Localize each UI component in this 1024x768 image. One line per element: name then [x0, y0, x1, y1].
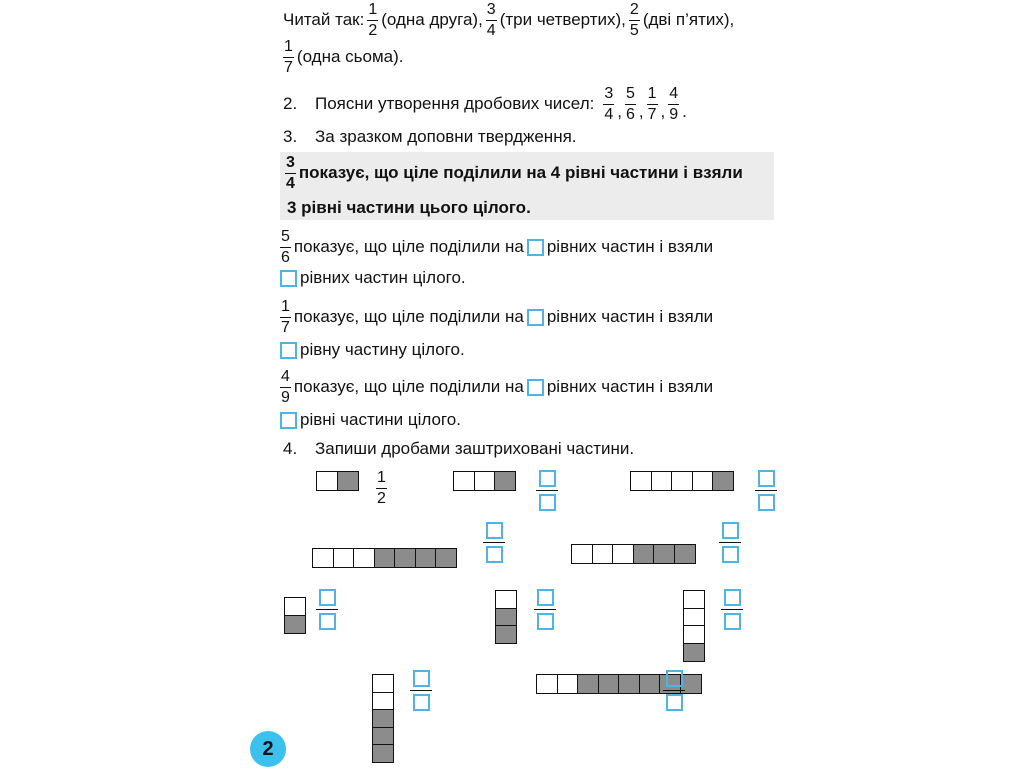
denominator-box[interactable]	[666, 694, 683, 711]
answer-box[interactable]	[527, 379, 544, 396]
shaded-cell	[683, 643, 705, 662]
shaded-cell	[415, 548, 437, 568]
read-text: (одна друга),	[381, 10, 483, 29]
empty-cell	[683, 625, 705, 644]
answer-fraction-boxes	[719, 522, 741, 563]
numerator-box[interactable]	[319, 589, 336, 606]
empty-cell	[612, 544, 634, 564]
example-line-2	[287, 197, 531, 219]
shaded-cell	[372, 744, 394, 763]
numerator-box[interactable]	[539, 470, 556, 487]
empty-cell	[312, 548, 334, 568]
statement-text: рівні частини цілого.	[300, 410, 461, 429]
fraction: $\frac{2}{5}$	[629, 0, 639, 39]
denominator-box[interactable]	[413, 694, 430, 711]
fraction: $\frac{5}{6}$	[625, 84, 635, 123]
denominator-box[interactable]	[537, 613, 554, 630]
fraction-bar	[536, 490, 558, 491]
shaded-cell	[674, 544, 696, 564]
denominator-box[interactable]	[319, 613, 336, 630]
empty-cell	[453, 471, 475, 491]
empty-cell	[683, 608, 705, 627]
empty-cell	[495, 590, 517, 609]
shaded-cell	[618, 674, 640, 694]
fraction-bar	[721, 609, 743, 610]
empty-cell	[353, 548, 375, 568]
answer-fraction-boxes	[663, 670, 685, 711]
page-number: 2	[250, 731, 286, 767]
fraction-figure	[683, 590, 705, 662]
statement-text: показує, що ціле поділили на	[293, 377, 524, 396]
fraction-figure	[372, 674, 394, 763]
statement-1	[280, 228, 713, 266]
statement-text: рівних частин цілого.	[300, 268, 466, 287]
statement-1-cont	[280, 266, 466, 290]
fraction-figure	[571, 544, 696, 564]
empty-cell	[536, 674, 558, 694]
numerator-box[interactable]	[758, 470, 775, 487]
fraction: $\frac{3}{4}$	[604, 84, 614, 123]
empty-cell	[571, 544, 593, 564]
fraction: $\frac{4}{9}$	[281, 367, 290, 406]
answer-box[interactable]	[280, 412, 297, 429]
shaded-cell	[712, 471, 734, 491]
shaded-cell	[494, 471, 516, 491]
statement-3-cont	[280, 408, 461, 432]
shaded-cell	[639, 674, 661, 694]
fraction: $\frac{1}{7}$	[281, 297, 290, 336]
shaded-cell	[495, 625, 517, 644]
answer-box[interactable]	[280, 342, 297, 359]
statement-text: показує, що ціле поділили на	[293, 307, 524, 326]
shaded-cell	[598, 674, 620, 694]
empty-cell	[671, 471, 693, 491]
task-text: За зразком доповни твердження.	[315, 127, 577, 146]
numerator-box[interactable]	[722, 522, 739, 539]
denominator-box[interactable]	[486, 546, 503, 563]
numerator-box[interactable]	[666, 670, 683, 687]
empty-cell	[372, 692, 394, 711]
task-2: 2. Поясни утворення дробових чисел: $\frac{3}{4}$ , $\frac{5}{6}$ , $\frac{1}{7}$ , $\frac{4}{9}$ .	[283, 84, 687, 123]
fraction: $\frac{3}{4}$	[286, 153, 295, 192]
fraction: $\frac{1}{7}$	[284, 37, 293, 76]
fraction-figure	[630, 471, 734, 491]
read-line-1	[283, 0, 734, 40]
answer-box[interactable]	[280, 270, 297, 287]
empty-cell	[651, 471, 673, 491]
denominator-box[interactable]	[758, 494, 775, 511]
fraction-figure	[453, 471, 516, 491]
numerator-box[interactable]	[413, 670, 430, 687]
empty-cell	[630, 471, 652, 491]
task-3	[283, 126, 577, 148]
example-line-1	[285, 154, 743, 192]
numerator-box[interactable]	[486, 522, 503, 539]
fraction-bar	[316, 609, 338, 610]
task-number: 4.	[283, 439, 298, 458]
shaded-cell	[435, 548, 457, 568]
task-4	[283, 438, 634, 460]
example-text: 3 рівні частини цього цілого.	[287, 198, 531, 217]
task-text: Поясни утворення дробових чисел:	[315, 94, 595, 113]
fraction-bar	[719, 542, 741, 543]
empty-cell	[316, 471, 338, 491]
answer-fraction-boxes	[410, 670, 432, 711]
fraction-bar	[534, 609, 556, 610]
fraction: $\frac{1}{2}$	[377, 469, 386, 507]
fraction: $\frac{1}{7}$	[647, 84, 657, 123]
fraction: $\frac{3}{4}$	[486, 0, 496, 39]
answer-fraction-boxes	[721, 589, 743, 630]
read-prefix: Читай так:	[283, 10, 365, 29]
answer-fraction-boxes	[755, 470, 777, 511]
statement-text: показує, що ціле поділили на	[293, 237, 524, 256]
example-text: показує, що ціле поділили на 4 рівні частини і взяли	[298, 163, 743, 182]
task-number: 3.	[283, 127, 298, 146]
shaded-cell	[374, 548, 396, 568]
fraction-figure	[312, 548, 457, 568]
fraction-bar	[755, 490, 777, 491]
shaded-cell	[577, 674, 599, 694]
statement-text: рівних частин і взяли	[546, 307, 714, 326]
answer-box[interactable]	[527, 309, 544, 326]
denominator-box[interactable]	[724, 613, 741, 630]
shaded-cell	[653, 544, 675, 564]
answer-fraction-boxes	[316, 589, 338, 630]
empty-cell	[557, 674, 579, 694]
fraction-figure	[284, 597, 306, 634]
denominator-box[interactable]	[539, 494, 556, 511]
empty-cell	[372, 674, 394, 693]
empty-cell	[333, 548, 355, 568]
fraction: $\frac{5}{6}$	[281, 227, 290, 266]
fraction: $\frac{4}{9}$	[669, 84, 679, 123]
shaded-cell	[372, 727, 394, 746]
answer-box[interactable]	[527, 239, 544, 256]
fraction-bar	[483, 542, 505, 543]
shaded-cell	[284, 615, 306, 634]
read-text: (дві п’ятих),	[642, 10, 735, 29]
fraction-figure	[495, 590, 517, 644]
fraction-bar	[663, 690, 685, 691]
numerator-box[interactable]	[537, 589, 554, 606]
shaded-cell	[633, 544, 655, 564]
answer-fraction-boxes	[483, 522, 505, 563]
statement-text: рівних частин і взяли	[546, 237, 714, 256]
empty-cell	[683, 590, 705, 609]
fraction: $\frac{1}{2}$	[368, 0, 378, 39]
statement-text: рівну частину цілого.	[300, 340, 465, 359]
answer-fraction-boxes	[536, 470, 558, 511]
statement-2-cont	[280, 338, 465, 362]
read-text: (одна сьома).	[296, 47, 404, 66]
empty-cell	[692, 471, 714, 491]
task-text: Запиши дробами заштриховані частини.	[315, 439, 635, 458]
shaded-cell	[337, 471, 359, 491]
empty-cell	[474, 471, 496, 491]
empty-cell	[592, 544, 614, 564]
read-line-2	[280, 38, 403, 76]
statement-text: рівних частин і взяли	[546, 377, 714, 396]
statement-3	[280, 368, 713, 406]
fraction-figure	[316, 471, 359, 491]
task-number: 2.	[283, 94, 298, 113]
empty-cell	[284, 597, 306, 616]
read-text: (три четвертих),	[499, 10, 626, 29]
answer-fraction-boxes	[534, 589, 556, 630]
shaded-cell	[372, 709, 394, 728]
fraction-bar	[410, 690, 432, 691]
sample-answer	[373, 470, 390, 507]
statement-2	[280, 298, 713, 336]
shaded-cell	[394, 548, 416, 568]
denominator-box[interactable]	[722, 546, 739, 563]
shaded-cell	[495, 608, 517, 627]
numerator-box[interactable]	[724, 589, 741, 606]
